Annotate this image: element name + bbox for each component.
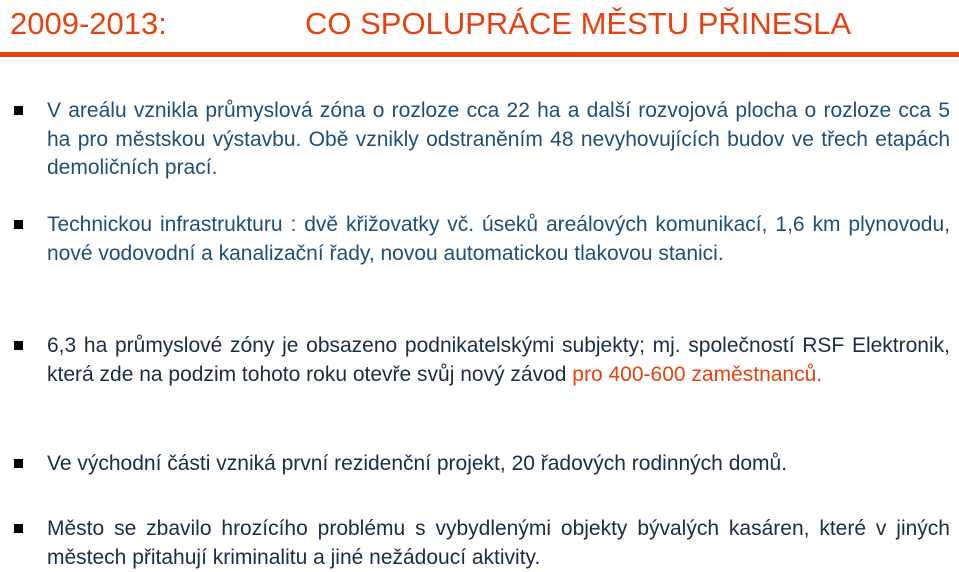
slide-title <box>10 2 950 46</box>
title-years: 2009-2013: <box>10 6 167 41</box>
square-bullet-icon <box>14 341 23 350</box>
bullet-text <box>47 332 950 389</box>
bullet-text: Technickou infrastrukturu : dvě křižovatky vč. úseků areálových komunikací, 1,6 km plynovodu, nové vodovodní a kanalizační řady, novou automatickou tlakovou stanici. <box>47 213 950 265</box>
title-main: CO SPOLUPRÁCE MĚSTU PŘINESLA <box>305 6 852 41</box>
square-bullet-icon <box>14 220 23 229</box>
square-bullet-icon <box>14 106 23 115</box>
bullet-text: Město se zbavilo hrozícího problému s vybydlenými objekty bývalých kasáren, které v jiných městech přitahují kriminalitu a jiné nežádoucí aktivity. <box>47 517 950 569</box>
square-bullet-icon <box>14 524 23 533</box>
bullet-text-main: 6,3 ha průmyslové zóny je obsazeno podnikatelskými subjekty; mj. společností RSF Elektronik, která zde na podzim tohoto roku otevře svůj nový závod <box>47 334 950 386</box>
title-divider <box>0 52 959 57</box>
bullet-text-highlight: pro 400-600 zaměstnanců. <box>572 362 823 386</box>
bullet-text: Ve východní části vzniká první rezidenční projekt, 20 řadových rodinných domů. <box>47 452 788 475</box>
square-bullet-icon <box>14 459 23 468</box>
bullet-text: V areálu vznikla průmyslová zóna o rozloze cca 22 ha a další rozvojová plocha o rozloze cca 5 ha pro městskou výstavbu. Obě vznikly odstraněním 48 nevyhovujících budov ve třech etapách demoličních prací. <box>47 99 950 179</box>
